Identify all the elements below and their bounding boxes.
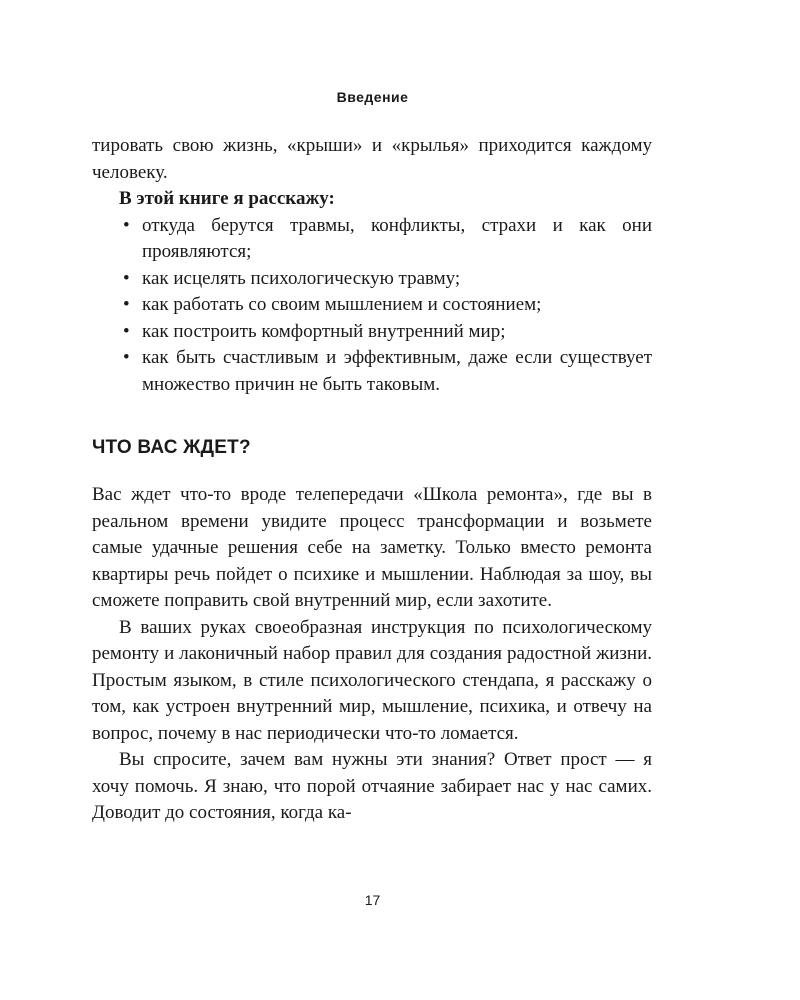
page-number: 17 (364, 892, 381, 908)
intro-continuation-paragraph: тировать свою жизнь, «крыши» и «крылья» приходится каждому человеку. (92, 135, 652, 183)
list-item (92, 266, 652, 293)
list-item (92, 345, 652, 398)
bullet-list-lead: В этой книге я расскажу: (119, 188, 335, 209)
list-item-text: как построить комфортный внутренний мир; (142, 320, 506, 342)
bullet-list (92, 213, 652, 399)
list-item-text: как исцелять психологическую травму; (142, 267, 461, 289)
list-item-text: как быть счастливым и эффективным, даже если существует множество причин не быть таковым. (142, 347, 652, 395)
bullet-icon: • (123, 267, 130, 289)
bullet-icon: • (123, 347, 130, 368)
section-paragraph: Вас ждет что-то вроде телепередачи «Школа ремонта», где вы в реальном времени увидите процесс трансформации и возьмете самые удачные решения себе на заметку. Только вместо ремонта квартиры речь пойдет о психике и мышлении. Наблюдая за шоу, вы сможете поправить свой внутренний мир, если захотите. (92, 484, 652, 611)
list-item-text: откуда берутся травмы, конфликты, страхи и как они проявляются; (142, 214, 652, 262)
list-item (92, 292, 652, 319)
list-item (92, 213, 652, 266)
bullet-icon: • (123, 294, 130, 315)
section-paragraph: В ваших руках своеобразная инструкция по психологическому ремонту и лаконичный набор правил для создания радостной жизни. Простым языком, в стиле психологического стендапа, я расскажу о том, как устроен внутренний мир, мышление, психика, и отвечу на вопрос, почему в нас периодически что-то ломается. (92, 616, 652, 744)
section-paragraph: Вы спросите, зачем вам нужны эти знания? Ответ прост — я хочу помочь. Я знаю, что порой отчаяние забирает нас у нас самих. Доводит до состояния, когда ка- (92, 749, 652, 823)
section-heading: ЧТО ВАС ЖДЕТ? (92, 437, 251, 458)
running-header: Введение (336, 89, 409, 105)
list-item (92, 319, 652, 346)
bullet-icon: • (123, 214, 130, 236)
list-item-text: как работать со своим мышлением и состоянием; (142, 294, 542, 315)
page-body (92, 133, 652, 827)
bullet-icon: • (123, 320, 130, 342)
